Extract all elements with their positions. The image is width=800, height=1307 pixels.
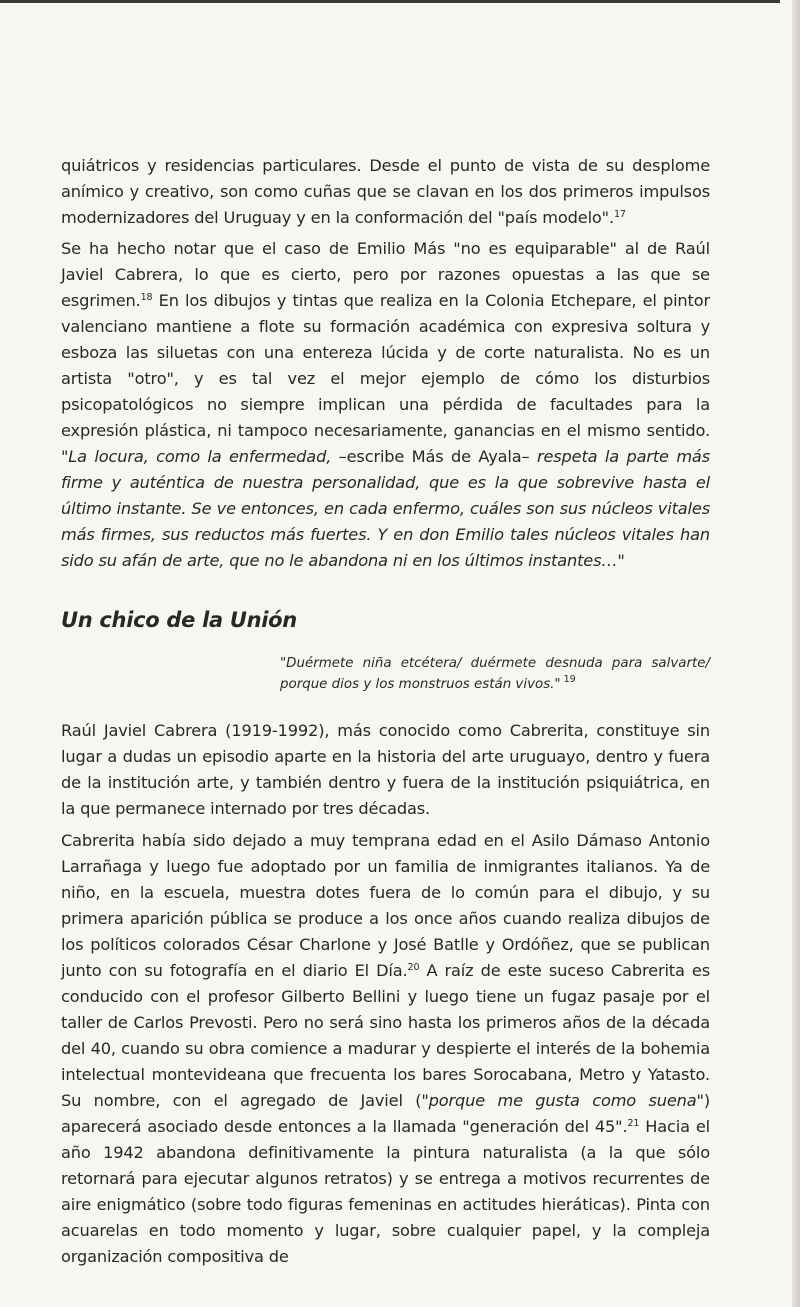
footnote-marker: 17	[613, 209, 626, 220]
paragraph-text: ") aparecerá asociado desde entonces a la llamada "generación del 45".	[61, 1091, 711, 1136]
quote-italic: respeta la parte más firme y auténtica de nuestra personalidad, que es la que sobrevive hasta el último instante. Se ve entonces, en cada enfermo, cuáles son sus núcleos vitales más firmes, sus reductos más fuertes. Y en don Emilio tales núcleos vitales han sido su afán de arte, que no le abandona ni en los últimos instantes…"	[61, 447, 710, 570]
epigraph	[280, 653, 710, 695]
footnote-marker: 21	[627, 1118, 640, 1129]
footnote-marker: 20	[407, 962, 420, 973]
paragraph-text: Cabrerita había sido dejado a muy temprana edad en el Asilo Dámaso Antonio Larrañaga y luego fue adoptado por un familia de inmigrantes italianos. Ya de niño, en la escuela, muestra dotes fuera de lo común para el dibujo, y su primera aparición pública se produce a los once años cuando realiza dibujos de los políticos colorados César Charlone y José Batlle y Ordóñez, que se publican junto con su fotografía en el diario El Día.	[61, 831, 710, 980]
paragraph-text: Hacia el año 1942 abandona definitivamente la pintura naturalista (a la que sólo retornará para ejecutar algunos retratos) y se entrega a motivos recurrentes de aire enigmático (sobre todo figuras femeninas en actitudes hieráticas). Pinta con acuarelas en todo momento y lugar, sobre cualquier papel, y la compleja organización compositiva de	[61, 1117, 710, 1266]
page-right-edge	[792, 0, 800, 1307]
epigraph-text: "Duérmete niña etcétera/ duérmete desnuda para salvarte/ porque dios y los monstruos están vivos."	[280, 656, 710, 692]
quote-italic: La locura, como la enfermedad,	[68, 447, 332, 466]
paragraph-cabrerita-intro	[61, 718, 710, 822]
quote-italic: porque me gusta como suena	[428, 1091, 697, 1110]
section-heading: Un chico de la Unión	[61, 608, 297, 632]
paragraph-continuation	[61, 153, 710, 231]
paragraph-emilio-mas	[61, 236, 710, 574]
page-top-edge	[0, 0, 780, 3]
paragraph-text: En los dibujos y tintas que realiza en la Colonia Etchepare, el pintor valenciano mantiene a flote su formación académica con expresiva soltura y esboza las siluetas con una entereza lúcida y de corte naturalista. No es un artista "otro", y es tal vez el mejor ejemplo de cómo los disturbios psicopatológicos no siempre implican una pérdida de facultades para la expresión plástica, ni tampoco necesariamente, ganancias en el mismo sentido. "	[61, 291, 710, 466]
paragraph-text: –escribe Más de Ayala–	[331, 447, 537, 466]
paragraph-text: Se ha hecho notar que el caso de Emilio Más "no es equiparable" al de Raúl Javiel Cabrera, lo que es cierto, pero por razones opuestas a las que se esgrimen.	[61, 239, 710, 310]
paragraph-text: A raíz de este suceso Cabrerita es conducido con el profesor Gilberto Bellini y luego tiene un fugaz pasaje por el taller de Carlos Prevosti. Pero no será sino hasta los primeros años de la década del 40, cuando su obra comience a madurar y despierte el interés de la bohemia intelectual montevideana que frecuenta los bares Sorocabana, Metro y Yatasto. Su nombre, con el agregado de Javiel ("	[61, 961, 710, 1110]
footnote-marker: 18	[140, 292, 153, 303]
footnote-marker: 19	[560, 674, 576, 685]
paragraph-text: quiátricos y residencias particulares. Desde el punto de vista de su desplome anímico y creativo, son como cuñas que se clavan en los dos primeros impulsos modernizadores del Uruguay y en la conformación del "país modelo".	[61, 156, 710, 227]
paragraph-cabrerita-bio	[61, 828, 710, 1270]
paragraph-text: Raúl Javiel Cabrera (1919-1992), más conocido como Cabrerita, constituye sin lugar a dudas un episodio aparte en la historia del arte uruguayo, dentro y fuera de la institución arte, y también dentro y fuera de la institución psiquiátrica, en la que permanece internado por tres décadas.	[61, 721, 710, 818]
